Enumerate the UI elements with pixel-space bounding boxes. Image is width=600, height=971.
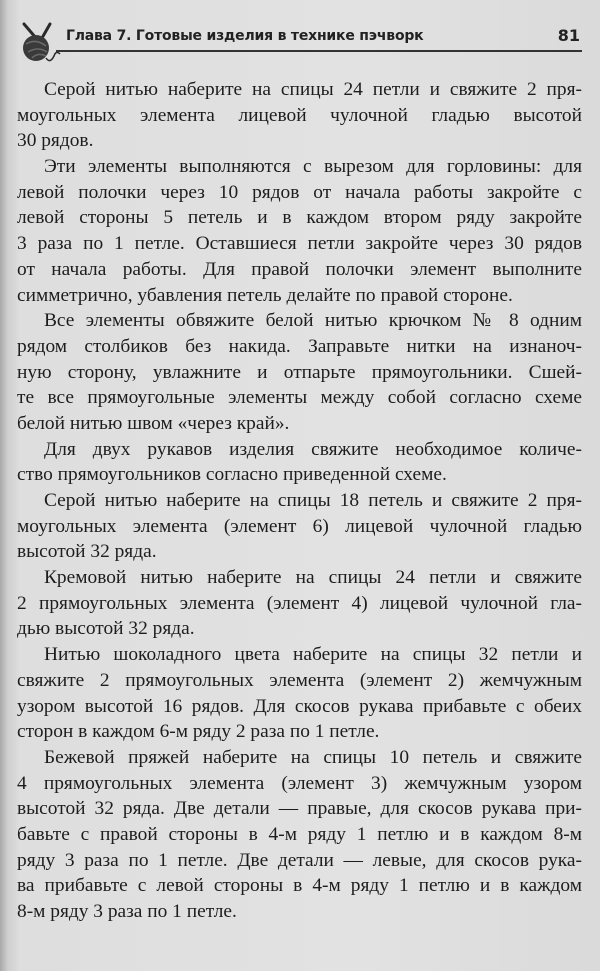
running-header: [16, 18, 582, 66]
yarn-ball-icon: [16, 20, 68, 64]
header-divider: [56, 50, 582, 52]
text-line: белой нитью швом «через край».: [17, 412, 290, 434]
text-line: Эти элементы выполняются с вырезом для горловины: для: [44, 156, 582, 178]
paragraph: [17, 642, 582, 745]
paragraph: [17, 488, 582, 565]
text-line: Серой нитью наберите на спицы 24 петли и свяжите 2 пря-: [44, 79, 582, 100]
text-line: ство прямоугольников согласно приведенной схеме.: [17, 464, 447, 486]
text-line: 3 раза по 1 петле. Оставшиеся петли закройте через 30 рядов: [17, 233, 582, 255]
text-line: Кремовой нитью наберите на спицы 24 петли и свяжите: [44, 567, 582, 589]
text-line: Бежевой пряжей наберите на спицы 10 петель и свяжите: [44, 746, 582, 768]
paragraph: [17, 565, 582, 642]
text-line: те все прямоугольные элементы между собой согласно схеме: [17, 387, 582, 409]
text-line: моугольных элемента (элемент 6) лицевой чулочной гладью: [17, 515, 582, 537]
paragraph: [17, 308, 582, 436]
text-line: рядом столбиков без накида. Заправьте нитки на изнаноч-: [17, 335, 582, 357]
text-line: Нитью шоколадного цвета наберите на спицы 32 петли и: [44, 644, 582, 666]
text-line: симметрично, убавления петель делайте по правой стороне.: [17, 284, 513, 306]
text-line: сторон в каждом 6-м ряду 2 раза по 1 петле.: [17, 721, 380, 743]
text-line: 2 прямоугольных элемента (элемент 4) лицевой чулочной гла-: [17, 592, 582, 614]
text-line: 4 прямоугольных элемента (элемент 3) жемчужным узором: [17, 772, 582, 794]
text-line: ва прибавьте с левой стороны в 4-м ряду 1 петлю и в каждом: [17, 875, 582, 897]
paragraph: [17, 437, 582, 488]
text-line: свяжите 2 прямоугольных элемента (элемент 2) жемчужным: [17, 669, 582, 691]
page-number: 81: [557, 26, 580, 45]
text-line: высотой 32 ряда. Две детали — правые, для скосов рукава при-: [17, 798, 582, 820]
text-line: Серой нитью наберите на спицы 18 петель и свяжите 2 пря-: [44, 490, 582, 511]
paragraph: [17, 154, 582, 308]
chapter-title: Глава 7. Готовые изделия в технике пэчворк: [66, 28, 424, 44]
text-line: узором высотой 16 рядов. Для скосов рукава прибавьте с обеих: [17, 695, 582, 717]
text-line: ряду 3 раза по 1 петле. Две детали — левые, для скосов рука-: [17, 849, 582, 871]
text-line: левой полочки через 10 рядов от начала работы закройте с: [17, 181, 582, 203]
text-line: 30 рядов.: [17, 130, 94, 152]
body-text: [17, 77, 582, 925]
text-line: Все элементы обвяжите белой нитью крючком № 8 одним: [44, 310, 582, 332]
text-line: ную сторону, увлажните и отпарьте прямоугольники. Сшей-: [17, 361, 582, 383]
text-line: Для двух рукавов изделия свяжите необходимое количе-: [44, 438, 582, 460]
text-line: высотой 32 ряда.: [17, 541, 157, 563]
paragraph: [17, 745, 582, 925]
paragraph: [17, 77, 582, 154]
text-line: дью высотой 32 ряда.: [17, 618, 195, 640]
text-line: бавьте с правой стороны в 4-м ряду 1 петлю и в каждом 8-м: [17, 823, 582, 845]
text-line: левой стороны 5 петель и в каждом втором ряду закройте: [17, 207, 582, 229]
text-line: 8-м ряду 3 раза по 1 петле.: [17, 901, 237, 922]
text-line: от начала работы. Для правой полочки элемент выполните: [17, 258, 582, 280]
text-line: моугольных элемента лицевой чулочной гладью высотой: [17, 104, 582, 126]
